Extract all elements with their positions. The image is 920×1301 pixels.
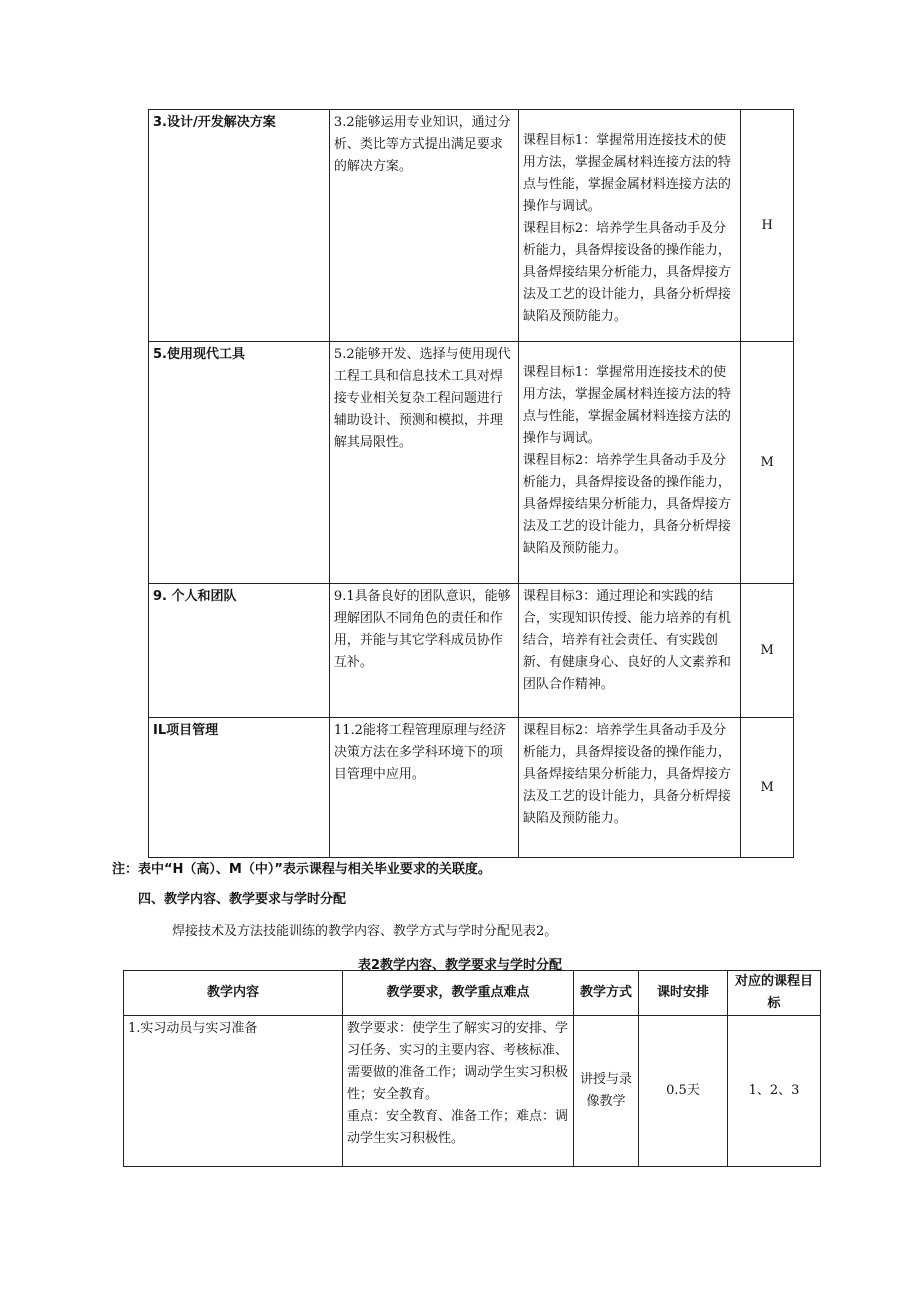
objective-text: 课程目标2：培养学生具备动手及分析能力，具备焊接设备的操作能力，具备焊接结果分析能力，具备焊接方法及工艺的设计能力，具备分析焊接缺陷及预防能力。	[522, 221, 731, 324]
content-cell: 1.实习动员与实习准备	[124, 1016, 343, 1167]
objective-text: 课程目标2：培养学生具备动手及分析能力，具备焊接设备的操作能力，具备焊接结果分析能力，具备焊接方法及工艺的设计能力，具备分析焊接缺陷及预防能力。	[522, 453, 731, 556]
indicator-cell: 11.2能将工程管理原理与经济决策方法在多学科环境下的项目管理中应用。	[329, 718, 518, 858]
objective-text: 课程目标1：掌握常用连接技术的使用方法，掌握金属材料连接方法的特点与性能，掌握金属材料连接方法的操作与调试。	[522, 365, 731, 446]
table-note: 注：表中“H（高）、M（中）”表示课程与相关毕业要求的关联度。	[112, 862, 491, 877]
requirement-cell: 9. 个人和团队	[149, 584, 330, 718]
graduation-requirements-table	[148, 109, 794, 858]
table-row	[149, 584, 794, 718]
relevance-level: H	[741, 110, 794, 342]
key-points-text: 重点：安全教育、准备工作；难点：调动学生实习积极性。	[347, 1109, 569, 1146]
section-heading: 四、教学内容、教学要求与学时分配	[138, 892, 347, 907]
indicator-cell: 3.2能够运用专业知识，通过分析、类比等方式提出满足要求的解决方案。	[329, 110, 518, 342]
table-row	[124, 1016, 821, 1167]
table-row	[149, 718, 794, 858]
relevance-level: M	[741, 342, 794, 584]
objective-text: 课程目标2：培养学生具备动手及分析能力，具备焊接设备的操作能力，具备焊接结果分析能力，具备焊接方法及工艺的设计能力，具备分析焊接缺陷及预防能力。	[522, 723, 731, 826]
column-header: 教学内容	[124, 971, 343, 1016]
column-header: 课时安排	[639, 971, 728, 1016]
body-paragraph: 焊接技术及方法技能训练的教学内容、教学方式与学时分配见表2。	[172, 924, 558, 939]
column-header: 教学方式	[574, 971, 639, 1016]
relevance-level: M	[741, 584, 794, 718]
requirements-cell	[343, 1016, 574, 1167]
table-row	[149, 342, 794, 584]
column-header: 教学要求，教学重点难点	[343, 971, 574, 1016]
header-row	[124, 971, 821, 1016]
objective-text: 课程目标1：掌握常用连接技术的使用方法，掌握金属材料连接方法的特点与性能，掌握金属材料连接方法的操作与调试。	[522, 133, 731, 214]
method-cell: 讲授与录像教学	[574, 1016, 639, 1167]
requirement-cell: IL项目管理	[149, 718, 330, 858]
relevance-level: M	[741, 718, 794, 858]
requirement-text: 教学要求：使学生了解实习的安排、学习任务、实习的主要内容、考核标准、需要做的准备工作；调动学生实习积极性；安全教育。	[347, 1021, 569, 1102]
requirement-cell: 5.使用现代工具	[149, 342, 330, 584]
objectives-cell	[518, 718, 740, 858]
indicator-cell: 5.2能够开发、选择与使用现代工程工具和信息技术工具对焊接专业相关复杂工程问题进行辅助设计、预测和模拟，并理解其局限性。	[329, 342, 518, 584]
requirement-cell: 3.设计/开发解决方案	[149, 110, 330, 342]
hours-cell: 0.5天	[639, 1016, 728, 1167]
objectives-cell	[518, 584, 740, 718]
table-caption: 表2教学内容、教学要求与学时分配	[357, 958, 563, 973]
table-row	[149, 110, 794, 342]
objectives-cell: 1、2、3	[728, 1016, 821, 1167]
indicator-cell: 9.1具备良好的团队意识，能够理解团队不同角色的责任和作用，并能与其它学科成员协作互补。	[329, 584, 518, 718]
objectives-cell	[518, 110, 740, 342]
objective-text: 课程目标3：通过理论和实践的结合，实现知识传授、能力培养的有机结合，培养有社会责任、有实践创新、有健康身心、良好的人文素养和团队合作精神。	[522, 589, 731, 692]
teaching-content-table	[123, 970, 821, 1167]
objectives-cell	[518, 342, 740, 584]
column-header: 对应的课程目标	[728, 971, 821, 1016]
